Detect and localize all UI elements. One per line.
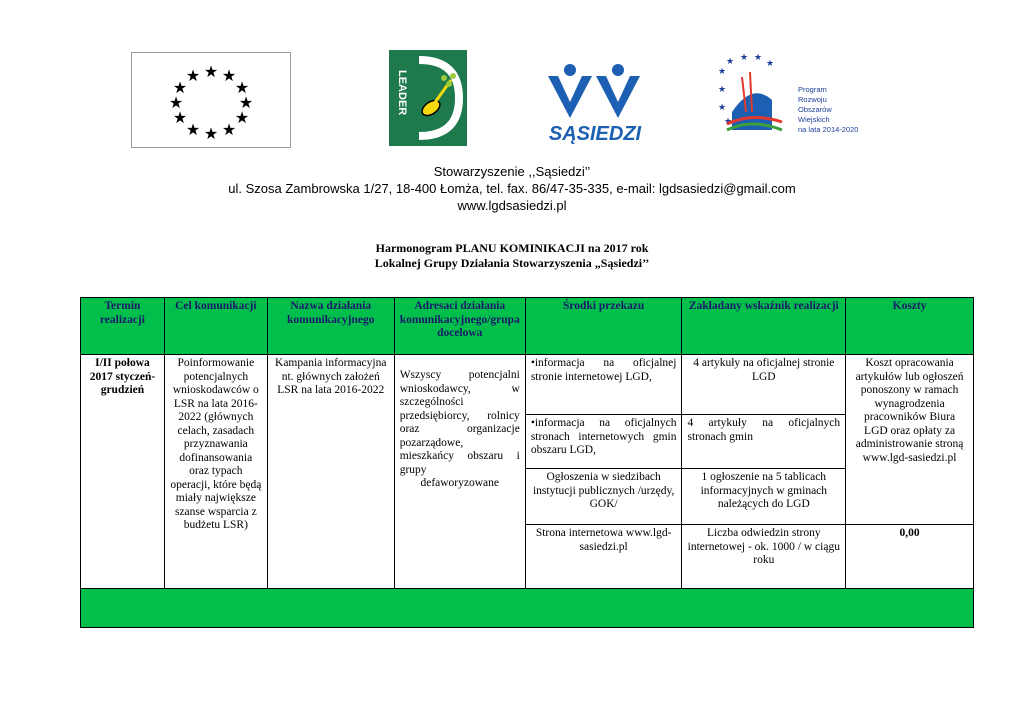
org-website: www.lgdsasiedzi.pl [457, 198, 567, 213]
leader-logo [389, 50, 467, 146]
cell-nazwa: Kampania informacyjna nt. głównych założeń LSR na lata 2016-2022 [267, 355, 394, 589]
svg-text:★: ★ [726, 56, 735, 66]
svg-text:LEADER: LEADER [396, 70, 408, 116]
organization-header [0, 163, 1024, 214]
svg-text:★: ★ [221, 122, 237, 139]
cell-wskaznik: 4 artykuły na oficjalnej stronie LGD [682, 355, 846, 415]
svg-text:★: ★ [234, 110, 250, 127]
cell-srodek: Strona internetowa www.lgd-sasiedzi.pl [525, 525, 682, 589]
eu-stars-icon [169, 64, 253, 143]
svg-text:★: ★ [185, 122, 201, 139]
svg-text:★: ★ [221, 68, 237, 85]
svg-text:Obszarów: Obszarów [798, 105, 832, 114]
header-srodki: Środki przekazu [525, 298, 682, 355]
svg-text:★: ★ [754, 52, 763, 62]
cell-adresaci: Wszyscy potencjalni wnioskodawcy, w szczególności przedsiębiorcy, rolnicy oraz organizacje pozarządowe, mieszkańcy obszaru i grupy defaworyzowane [394, 355, 525, 589]
table-row [81, 355, 974, 415]
svg-text:Wiejskich: Wiejskich [798, 115, 830, 124]
cell-koszty-total: 0,00 [846, 525, 974, 589]
svg-text:★: ★ [724, 116, 733, 126]
svg-text:★: ★ [234, 80, 250, 97]
org-address: ul. Szosa Zambrowska 1/27, 18-400 Łomża, tel. fax. 86/47-35-335, e-mail: lgdsasiedzi@gmail.com [228, 181, 796, 196]
logo-bar [0, 50, 1024, 150]
svg-text:★: ★ [718, 102, 727, 112]
svg-text:na lata 2014-2020: na lata 2014-2020 [798, 125, 859, 134]
cell-termin: I/II połowa 2017 styczeń-grudzień [81, 355, 165, 589]
sasiedzi-logo [540, 58, 650, 146]
communication-plan-table [80, 297, 974, 628]
header-termin: Termin realizacji [81, 298, 165, 355]
cell-koszty: Koszt opracowania artykułów lub ogłoszeń ponoszony w ramach wynagrodzenia pracowników Biura LGD oraz opłaty za administrowanie stroną www.lgd-sasiedzi.pl [846, 355, 974, 525]
cell-srodek: •informacja na oficjalnej stronie internetowej LGD, [525, 355, 682, 415]
svg-text:★: ★ [718, 84, 727, 94]
document-title: Harmonogram PLANU KOMINIKACJI na 2017 rok Lokalnej Grupy Działania Stowarzyszenia „Sąsiedzi’’ [374, 241, 650, 270]
cell-wskaznik: 1 ogłoszenie na 5 tablicach informacyjnych w gminach należących do LGD [682, 469, 846, 525]
prow-logo [712, 52, 859, 144]
header-adresaci: Adresaci działania komunikacyjnego/grupa docelowa [394, 298, 525, 355]
header-nazwa: Nazwa działania komunikacyjnego [267, 298, 394, 355]
cell-cel: Poinformowanie potencjalnych wnioskodawców o LSR na lata 2016-2022 (głównych celach, zasadach przyznawania dofinansowania oraz typach operacji, które będą miały największe szanse wsparcia z budżetu LSR) [164, 355, 267, 589]
table-header-row [81, 298, 974, 355]
svg-text:★: ★ [168, 95, 184, 112]
svg-text:★: ★ [185, 68, 201, 85]
svg-text:★: ★ [766, 58, 775, 68]
svg-text:Program: Program [798, 85, 827, 94]
svg-text:★: ★ [203, 64, 219, 81]
svg-text:★: ★ [203, 126, 219, 143]
table-footer-row [81, 589, 974, 628]
svg-text:★: ★ [172, 80, 188, 97]
header-cel: Cel komunikacji [164, 298, 267, 355]
svg-text:★: ★ [238, 95, 254, 112]
svg-text:★: ★ [172, 110, 188, 127]
cell-srodek: •informacja na oficjalnych stronach internetowych gmin obszaru LGD, [525, 415, 682, 469]
svg-text:★: ★ [718, 66, 727, 76]
cell-wskaznik: 4 artykuły na oficjalnych stronach gmin [682, 415, 846, 469]
header-wskaznik: Zakładany wskaźnik realizacji [682, 298, 846, 355]
cell-srodek: Ogłoszenia w siedzibach instytucji publicznych /urzędy, GOK/ [525, 469, 682, 525]
svg-text:Rozwoju: Rozwoju [798, 95, 827, 104]
svg-text:★: ★ [740, 52, 749, 62]
header-koszty: Koszty [846, 298, 974, 355]
svg-text:SĄSIEDZI: SĄSIEDZI [548, 123, 642, 145]
eu-flag-logo [131, 52, 291, 148]
org-name: Stowarzyszenie ,,Sąsiedzi’’ [433, 164, 591, 179]
cell-wskaznik: Liczba odwiedzin strony internetowej - ok. 1000 / w ciągu roku [682, 525, 846, 589]
